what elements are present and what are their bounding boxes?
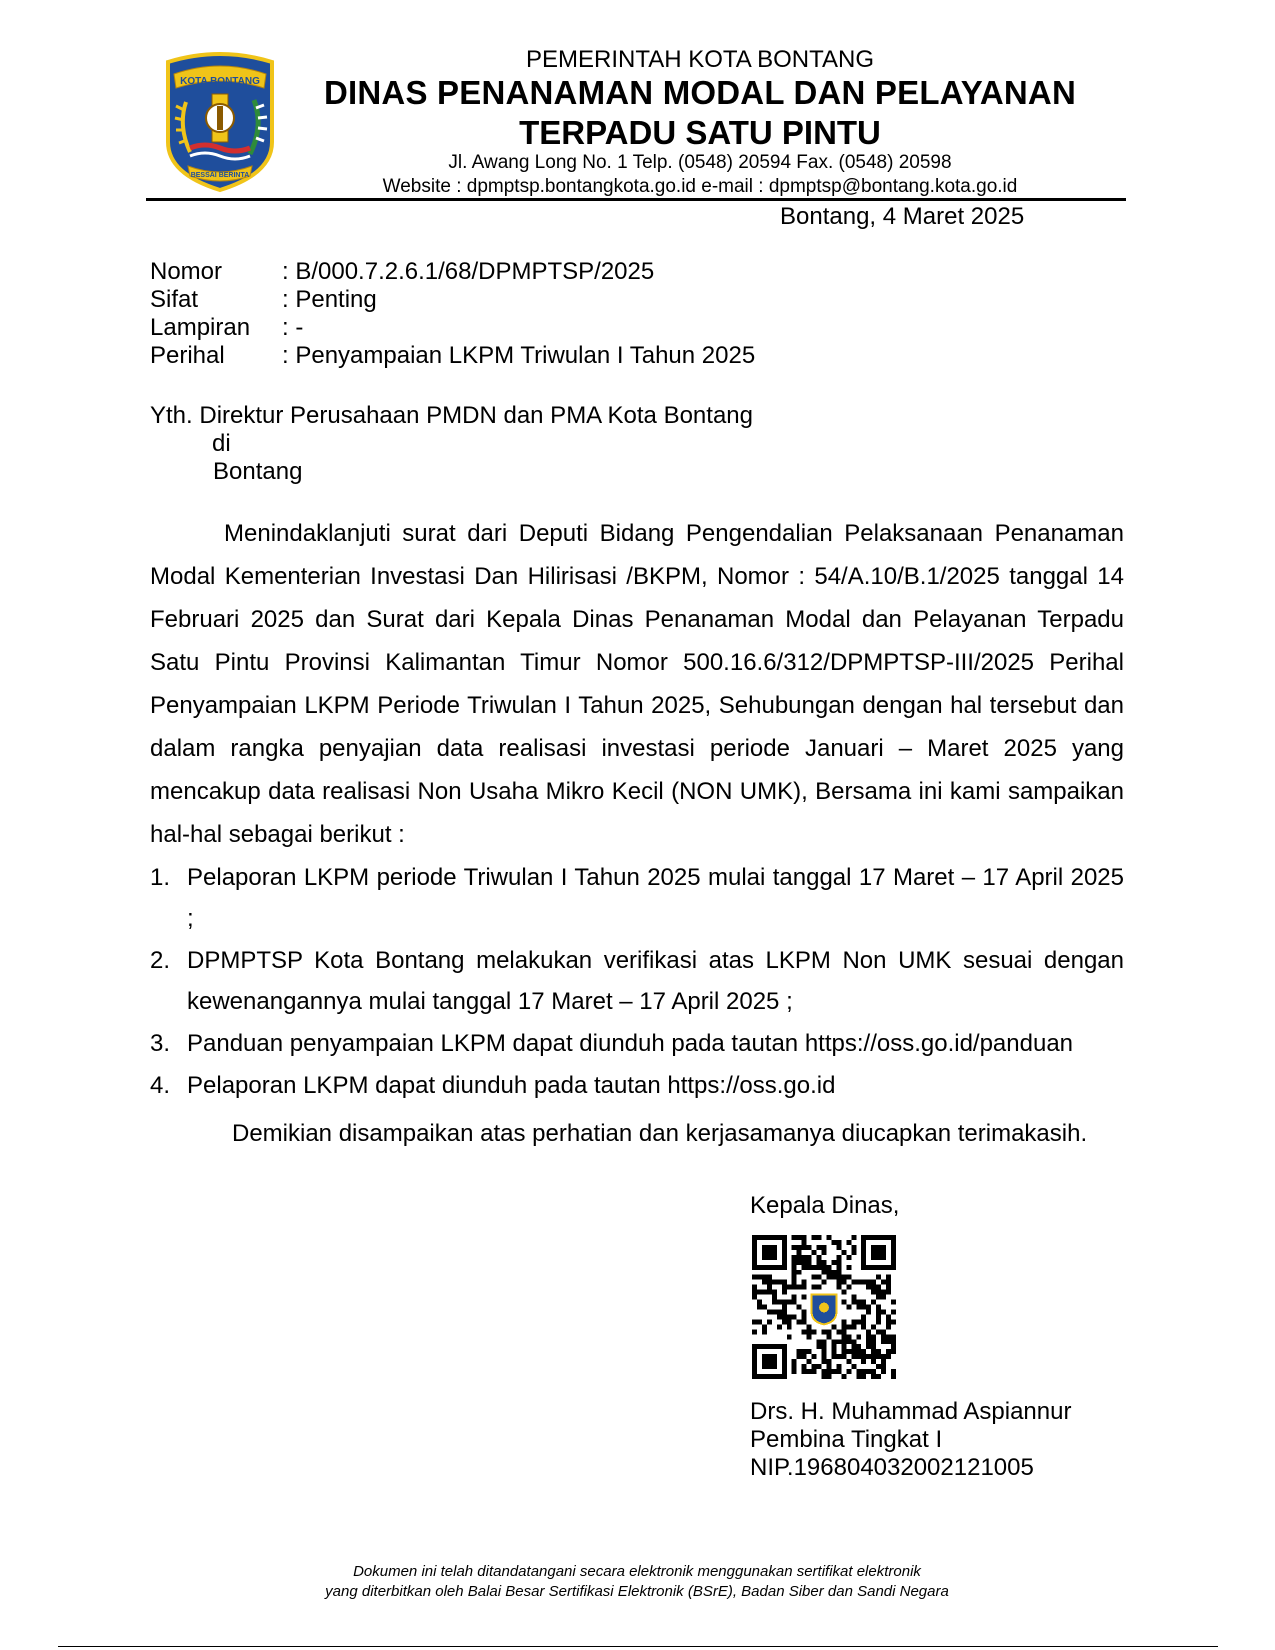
- meta-value: : Penting: [282, 286, 377, 313]
- list-text: DPMPTSP Kota Bontang melakukan verifikasi atas LKPM Non UMK sesuai dengan kewenangannya mulai tanggal 17 Maret – 17 April 2025 ;: [187, 947, 1124, 1015]
- list-item: [150, 1065, 1124, 1106]
- footer-line2: yang diterbitkan oleh Balai Besar Sertifikasi Elektronik (BSrE), Badan Siber dan Sandi Negara: [325, 1583, 949, 1600]
- signer-name: Drs. H. Muhammad Aspiannur: [750, 1398, 1072, 1425]
- letterhead-government: PEMERINTAH KOTA BONTANG: [525, 46, 875, 73]
- kota-bontang-emblem-icon: [160, 44, 280, 194]
- signature-block: [750, 1398, 1071, 1482]
- letterhead-web: Website : dpmptsp.bontangkota.go.id e-mail : dpmptsp@bontang.kota.go.id: [382, 176, 1018, 197]
- list-number: 1.: [150, 864, 171, 891]
- list-item: [150, 857, 1124, 939]
- meta-row-perihal: [150, 342, 755, 370]
- meta-label: Sifat: [150, 286, 199, 313]
- bottom-divider: [58, 1646, 1218, 1647]
- letter-date: Bontang, 4 Maret 2025: [780, 203, 1025, 230]
- list-item: [150, 940, 1124, 1022]
- meta-row-lampiran: [150, 314, 755, 342]
- list-text: Panduan penyampaian LKPM dapat diunduh pada tautan https://oss.go.id/panduan: [187, 1030, 1074, 1057]
- closing-sentence: Demikian disampaikan atas perhatian dan kerjasamanya diucapkan terimakasih.: [232, 1120, 1088, 1147]
- meta-value: : Penyampaian LKPM Triwulan I Tahun 2025: [282, 342, 756, 369]
- meta-label: Nomor: [150, 258, 223, 285]
- body-paragraph: Menindaklanjuti surat dari Deputi Bidang Pengendalian Pelaksanaan Penanaman Modal Kementerian Investasi Dan Hilirisasi /BKPM, Nomor : 54/A.10/B.1/2025 tanggal 14 Februari 2025 dan Surat dari Kepala Dinas Penanaman Modal dan Pelayanan Terpadu Satu Pintu Provinsi Kalimantan Timur Nomor 500.16.6/312/DPMPTSP-III/2025 Perihal Penyampaian LKPM Periode Triwulan I Tahun 2025, Sehubungan dengan hal tersebut dan dalam rangka penyajian data realisasi investasi periode Januari – Maret 2025 yang mencakup data realisasi Non Usaha Mikro Kecil (NON UMK), Bersama ini kami sampaikan hal-hal sebagai berikut :: [150, 520, 1124, 848]
- letter-body: [150, 512, 1124, 856]
- signer-rank: Pembina Tingkat I: [750, 1426, 943, 1453]
- addressee: [150, 402, 753, 486]
- meta-value: : -: [282, 314, 304, 341]
- addressee-line3: Bontang: [213, 458, 303, 485]
- letterhead-agency-line1: DINAS PENANAMAN MODAL DAN PELAYANAN: [323, 74, 1076, 111]
- emblem-banner-top: KOTA BONTANG: [180, 76, 260, 87]
- list-number: 4.: [150, 1072, 171, 1099]
- list-number: 2.: [150, 947, 171, 974]
- letter-meta: [150, 258, 755, 370]
- signature-title: Kepala Dinas,: [750, 1192, 900, 1219]
- letterhead-address: Jl. Awang Long No. 1 Telp. (0548) 20594 Fax. (0548) 20598: [448, 152, 952, 173]
- meta-label: Lampiran: [150, 314, 251, 341]
- numbered-list: [150, 857, 1124, 1107]
- signer-nip: NIP.196804032002121005: [750, 1454, 1034, 1481]
- list-item: [150, 1023, 1124, 1064]
- letterhead-agency-line2: TERPADU SATU PINTU: [519, 114, 881, 151]
- meta-row-sifat: [150, 286, 755, 314]
- list-text: Pelaporan LKPM periode Triwulan I Tahun 2025 mulai tanggal 17 Maret – 17 April 2025 ;: [187, 864, 1124, 932]
- meta-row-nomor: [150, 258, 755, 286]
- addressee-line1: Yth. Direktur Perusahaan PMDN dan PMA Kota Bontang: [150, 402, 753, 429]
- letterhead-divider: [146, 198, 1126, 201]
- list-number: 3.: [150, 1030, 171, 1057]
- e-signature-footer: [150, 1562, 1124, 1602]
- qr-code-icon: [752, 1235, 896, 1379]
- list-text: Pelaporan LKPM dapat diunduh pada tautan https://oss.go.id: [187, 1072, 836, 1099]
- emblem-banner-bottom: BESSAI BERINTA: [190, 172, 250, 179]
- meta-value: : B/000.7.2.6.1/68/DPMPTSP/2025: [282, 258, 655, 285]
- addressee-line2: di: [212, 430, 231, 457]
- meta-label: Perihal: [150, 342, 225, 369]
- footer-line1: Dokumen ini telah ditandatangani secara elektronik menggunakan sertifikat elektronik: [353, 1563, 921, 1580]
